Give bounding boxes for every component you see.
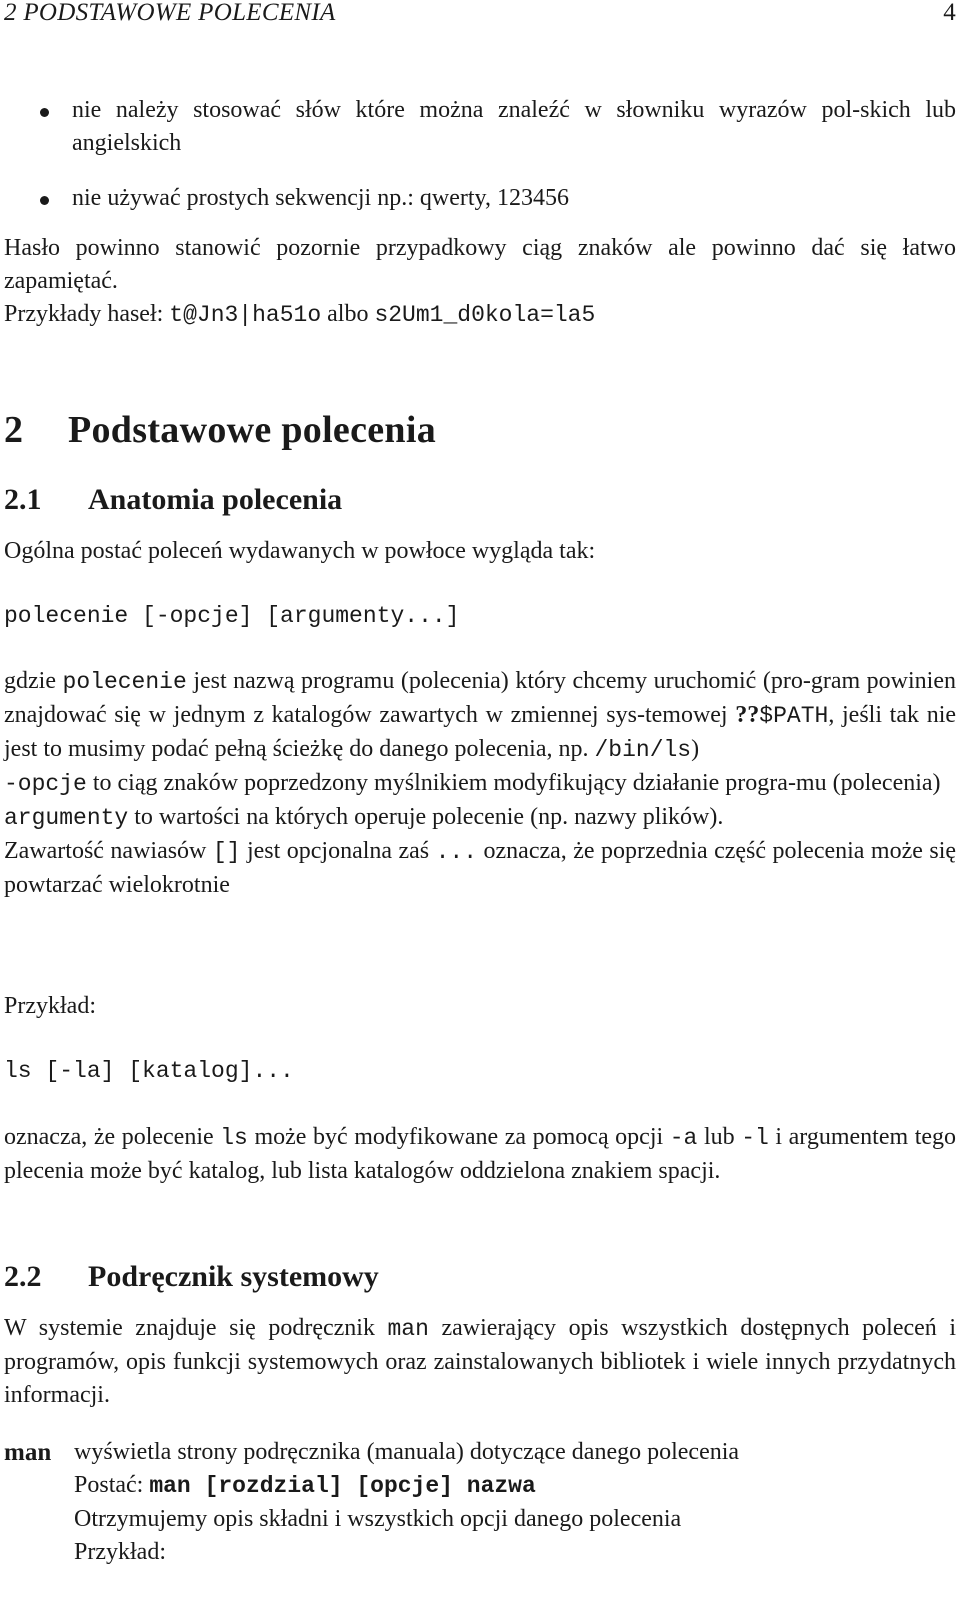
command-syntax-code: polecenie [-opcje] [argumenty...]: [4, 603, 460, 629]
password-example-2: s2Um1_d0kola=la5: [374, 302, 596, 328]
running-head-title: 2 PODSTAWOWE POLECENIA: [4, 0, 336, 26]
man-example-label: Przykład:: [74, 1539, 166, 1565]
man-result: Otrzymujemy opis składni i wszystkich opcji danego polecenia: [74, 1506, 682, 1532]
password-examples: Przykłady haseł: t@Jn3|ha51o albo s2Um1_d0kola=la5: [4, 301, 596, 328]
man-syntax: Postać: man [rozdzial] [opcje] nazwa: [74, 1472, 536, 1499]
list-item: nie używać prostych sekwencji np.: qwerty, 123456: [4, 182, 956, 215]
section-heading-2-1: 2.1 Anatomia polecenia: [4, 483, 343, 516]
man-description: wyświetla strony podręcznika (manuala) dotyczące danego polecenia: [74, 1439, 740, 1465]
example-label: Przykład:: [4, 993, 96, 1019]
ls-example-code: ls [-la] [katalog]...: [4, 1058, 294, 1084]
password-advice-paragraph: Hasło powinno stanowić pozornie przypadkowy ciąg znaków ale powinno dać się łatwo zapamiętać.: [4, 235, 956, 294]
password-example-1: t@Jn3|ha51o: [169, 302, 322, 328]
manual-intro-paragraph: W systemie znajduje się podręcznik man zawierający opis wszystkich dostępnych poleceń i programów, opis funkcji systemowych oraz zainstalowanych bibliotek i wiele innych przydatnych informacji.: [4, 1315, 957, 1408]
page-number: 4: [943, 0, 956, 26]
man-term: man: [4, 1439, 52, 1466]
section-heading-2: 2 Podstawowe polecenia: [4, 409, 437, 451]
running-head: [4, 0, 956, 29]
password-rules-list: [4, 94, 956, 215]
command-form-lead: Ogólna postać poleceń wydawanych w powłoce wygląda tak:: [4, 538, 596, 564]
command-description-paragraph: gdzie polecenie jest nazwą programu (polecenia) który chcemy uruchomić (pro-gram powinien znajdować się w jednym z katalogów zawartych w zmiennej sys-temowej ??$PATH, jeśli tak nie jest to musimy podać pełną ścieżkę do danego polecenia, np. /bin/ls) -opcje to ciąg znaków poprzedzony myślnikiem modyfikujący działanie progra-mu (polecenia) argumenty to wartości na których operuje polecenie (np. nazwy plików). Zawartość nawiasów [] jest opcjonalna zaś ... oznacza, że poprzednia część polecenia może się powtarzać wielokrotnie: [4, 668, 957, 898]
list-item: nie należy stosować słów które można znaleźć w słowniku wyrazów pol-skich lub angielskich: [4, 94, 956, 160]
section-heading-2-2: 2.2 Podręcznik systemowy: [4, 1260, 379, 1293]
ls-explanation-paragraph: oznacza, że polecenie ls może być modyfikowane za pomocą opcji -a lub -l i argumentem tego plecenia może być katalog, lub lista katalogów oddzielona znakiem spacji.: [4, 1124, 957, 1184]
